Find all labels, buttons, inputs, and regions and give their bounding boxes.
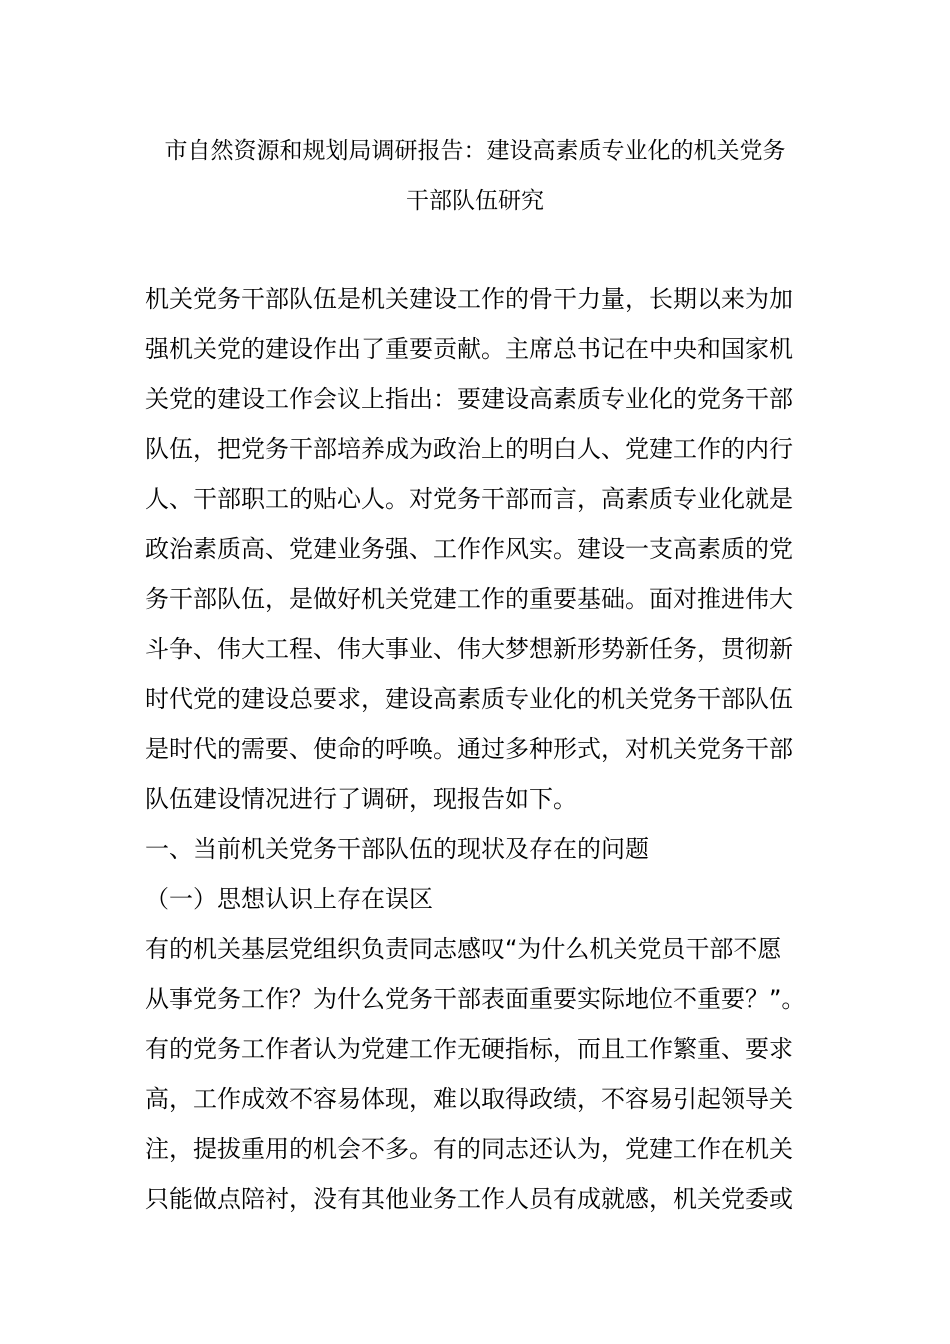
body-line: 斗争、伟大工程、伟大事业、伟大梦想新形势新任务，贯彻新 (145, 635, 793, 663)
body-line: 政治素质高、党建业务强、工作作风实。建设一支高素质的党 (145, 535, 793, 563)
body-line: 从事党务工作？为什么党务干部表面重要实际地位不重要？”。 (145, 985, 806, 1013)
body-line: 人、干部职工的贴心人。对党务干部而言，高素质专业化就是 (145, 485, 793, 513)
document-title-line-1: 市自然资源和规划局调研报告：建设高素质专业化的机关党务 (164, 138, 786, 164)
body-line: 是时代的需要、使命的呼唤。通过多种形式，对机关党务干部 (145, 735, 793, 763)
body-line: 务干部队伍，是做好机关党建工作的重要基础。面对推进伟大 (145, 585, 793, 613)
body-line: 关党的建设工作会议上指出：要建设高素质专业化的党务干部 (145, 385, 793, 413)
body-line: 有的机关基层党组织负责同志感叹“为什么机关党员干部不愿 (145, 935, 782, 963)
document-title-line-2: 干部队伍研究 (406, 188, 544, 214)
body-line: 队伍，把党务干部培养成为政治上的明白人、党建工作的内行 (145, 435, 793, 463)
body-line: 时代党的建设总要求，建设高素质专业化的机关党务干部队伍 (145, 685, 793, 713)
body-line: 有的党务工作者认为党建工作无硬指标，而且工作繁重、要求 (145, 1035, 793, 1063)
body-line: 只能做点陪衬，没有其他业务工作人员有成就感，机关党委或 (145, 1185, 793, 1213)
section-heading: 一、当前机关党务干部队伍的现状及存在的问题 (145, 835, 649, 863)
body-line: 机关党务干部队伍是机关建设工作的骨干力量，长期以来为加 (145, 285, 793, 313)
body-line: 高，工作成效不容易体现，难以取得政绩，不容易引起领导关 (145, 1085, 793, 1113)
body-line: 强机关党的建设作出了重要贡献。主席总书记在中央和国家机 (145, 335, 793, 363)
body-line: 注，提拔重用的机会不多。有的同志还认为，党建工作在机关 (145, 1135, 793, 1163)
body-line: 队伍建设情况进行了调研，现报告如下。 (145, 785, 577, 813)
subsection-heading: （一）思想认识上存在误区 (145, 885, 433, 913)
